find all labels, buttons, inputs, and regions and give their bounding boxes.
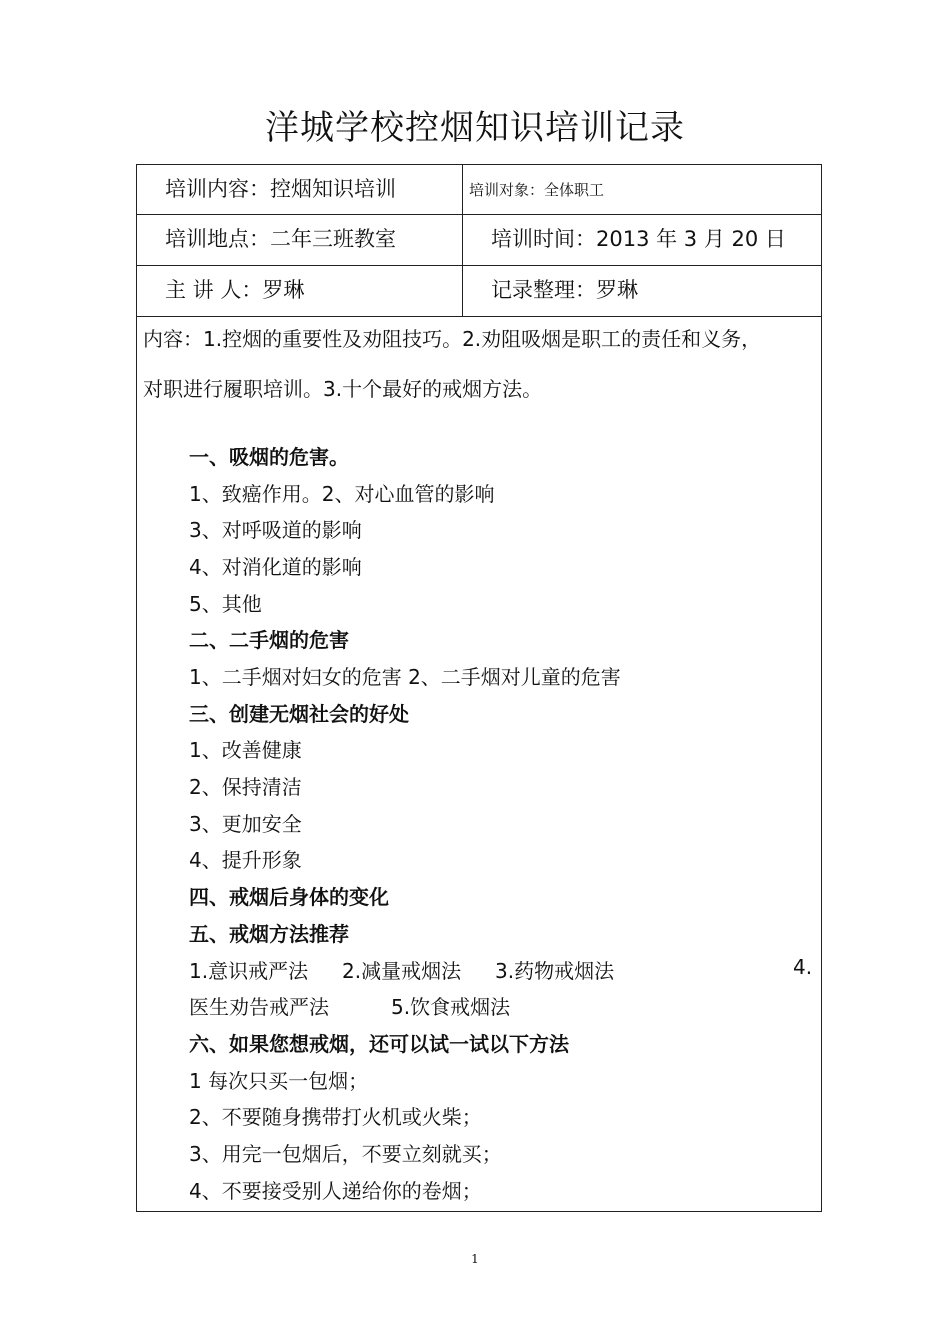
list-item: 3、对呼吸道的影响 <box>189 518 362 542</box>
cell-time <box>463 215 821 265</box>
list-item: 4、提升形象 <box>189 848 302 872</box>
section-heading: 二、二手烟的危害 <box>189 628 349 652</box>
list-item: 医生劝告戒严法 <box>189 995 329 1019</box>
cell-target <box>463 165 821 214</box>
list-item: 2、保持清洁 <box>189 775 302 799</box>
cell-speaker <box>137 266 463 316</box>
list-item: 3、用完一包烟后，不要立刻就买； <box>189 1142 502 1166</box>
list-item: 1 每次只买一包烟； <box>189 1069 369 1093</box>
list-item: 5.饮食戒烟法 <box>391 995 511 1019</box>
section-heading: 五、戒烟方法推荐 <box>189 922 349 946</box>
list-item: 4、对消化道的影响 <box>189 555 362 579</box>
section-heading: 三、创建无烟社会的好处 <box>189 702 409 726</box>
intro-line-2: 对职进行履职培训。3.十个最好的戒烟方法。 <box>143 377 543 401</box>
list-item: 1.意识戒严法 <box>189 959 309 983</box>
list-item: 4、不要接受别人递给你的卷烟； <box>189 1179 482 1203</box>
list-item: 4. <box>793 955 813 979</box>
target-label: 培训对象：全体职工 <box>469 181 605 199</box>
list-item: 2.减量戒烟法 <box>342 959 462 983</box>
speaker-label: 主 讲 人：罗琳 <box>165 278 305 302</box>
section-heading: 一、吸烟的危害。 <box>189 445 349 469</box>
list-item: 1、改善健康 <box>189 738 302 762</box>
section-heading: 四、戒烟后身体的变化 <box>189 885 389 909</box>
list-item: 3.药物戒烟法 <box>495 959 615 983</box>
table-row <box>137 165 821 215</box>
cell-location <box>137 215 463 265</box>
recorder-label: 记录整理：罗琳 <box>491 278 638 302</box>
content-label: 培训内容：控烟知识培训 <box>165 177 396 201</box>
list-item: 3、更加安全 <box>189 812 302 836</box>
page-title: 洋城学校控烟知识培训记录 <box>265 108 685 148</box>
list-item: 5、其他 <box>189 592 262 616</box>
time-label: 培训时间：2013 年 3 月 20 日 <box>491 227 786 251</box>
table-row <box>137 215 821 266</box>
list-item: 1、致癌作用。2、对心血管的影响 <box>189 482 495 506</box>
section-heading: 六、如果您想戒烟，还可以试一试以下方法 <box>189 1032 569 1056</box>
cell-recorder <box>463 266 821 316</box>
location-label: 培训地点：二年三班教室 <box>165 227 396 251</box>
page-number: 1 <box>471 1252 479 1266</box>
list-item: 2、不要随身携带打火机或火柴； <box>189 1105 482 1129</box>
table-row <box>137 266 821 317</box>
list-item: 1、二手烟对妇女的危害 2、二手烟对儿童的危害 <box>189 665 621 689</box>
training-record-table <box>136 164 822 1212</box>
cell-content <box>137 165 463 214</box>
intro-line-1: 内容：1.控烟的重要性及劝阻技巧。2.劝阻吸烟是职工的责任和义务， <box>143 327 762 351</box>
